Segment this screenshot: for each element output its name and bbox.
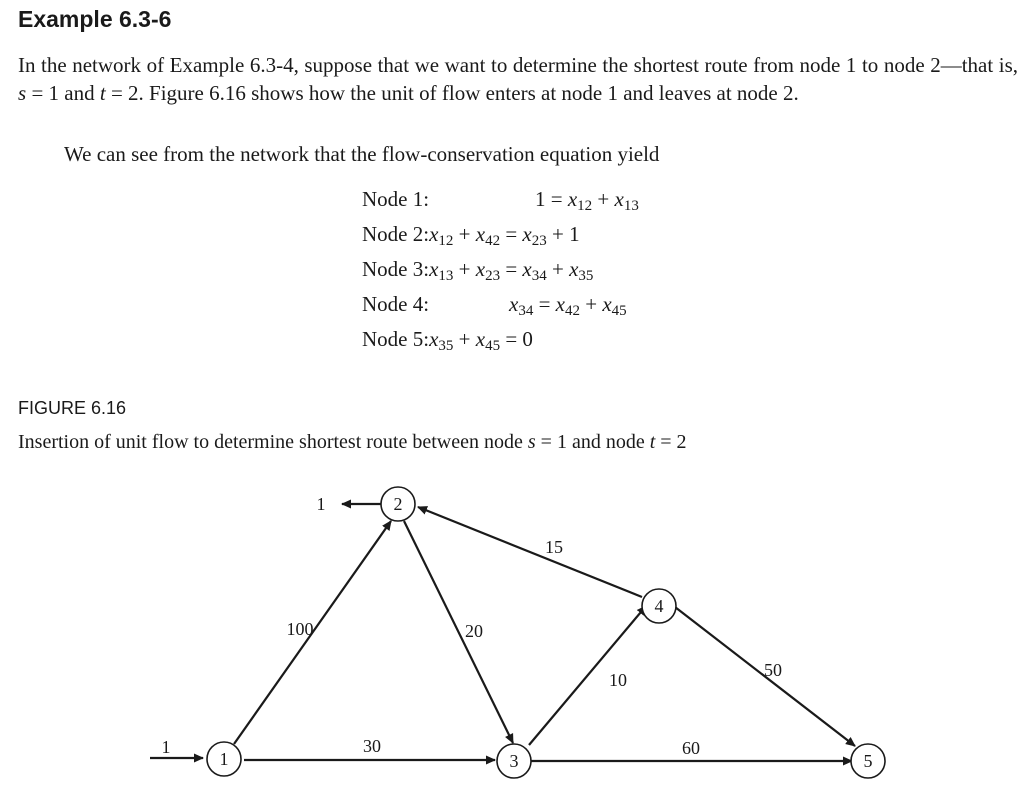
svg-text:5: 5 bbox=[863, 751, 873, 771]
conservation-sentence: We can see from the network that the flow-conservation equation yield bbox=[64, 142, 660, 166]
arc-2-3 bbox=[404, 521, 513, 743]
intro-paragraph: In the network of Example 6.3-4, suppose that we want to determine the shortest route from node 1 to node 2—that is, s = 1 and t = 2. Figure 6.16 shows how the unit of flow enters at node 1 and leaves at node 2. bbox=[18, 53, 1018, 105]
arc-3-4 bbox=[529, 606, 646, 745]
node-5 bbox=[851, 744, 885, 778]
flow-out-label: 1 bbox=[316, 494, 326, 514]
equation-node-5: Node $5:x_{35} + x_{45} = 0$ bbox=[362, 327, 533, 354]
equation-node-4: Node 4: $x_{34} = x_{42} + x_{45}$ bbox=[362, 292, 627, 319]
arc-2-3-label: 20 bbox=[465, 621, 483, 641]
arc-3-5-label: 60 bbox=[682, 738, 700, 758]
arc-1-3-label: 30 bbox=[363, 736, 381, 756]
arc-1-2-label: 100 bbox=[286, 619, 314, 639]
arc-3-4-label: 10 bbox=[609, 670, 627, 690]
example-heading: Example 6.3-6 bbox=[18, 6, 172, 32]
svg-text:1: 1 bbox=[219, 749, 229, 769]
node-1 bbox=[207, 742, 241, 776]
figure-label: FIGURE 6.16 bbox=[18, 398, 127, 418]
arc-4-5-label: 50 bbox=[764, 660, 782, 680]
arc-4-2-label: 15 bbox=[545, 537, 563, 557]
equation-node-3: Node $3:x_{13} + x_{23} = x_{34} + x_{35}$ bbox=[362, 257, 594, 284]
node-4 bbox=[642, 589, 676, 623]
node-3 bbox=[497, 744, 531, 778]
node-2 bbox=[381, 487, 415, 521]
shortest-route-network bbox=[0, 470, 1024, 793]
equation-node-1: Node 1: $1 = x_{12} + x_{13}$ bbox=[362, 187, 639, 214]
flow-in-label: 1 bbox=[161, 737, 171, 757]
svg-text:2: 2 bbox=[393, 494, 403, 514]
svg-text:4: 4 bbox=[654, 596, 664, 616]
svg-text:3: 3 bbox=[509, 751, 519, 771]
equation-node-2: Node $2:x_{12} + x_{42} = x_{23} + 1$ bbox=[362, 222, 580, 249]
figure-caption: Insertion of unit flow to determine shortest route between node s = 1 and node t = 2 bbox=[18, 431, 687, 453]
arc-4-2 bbox=[418, 507, 642, 597]
